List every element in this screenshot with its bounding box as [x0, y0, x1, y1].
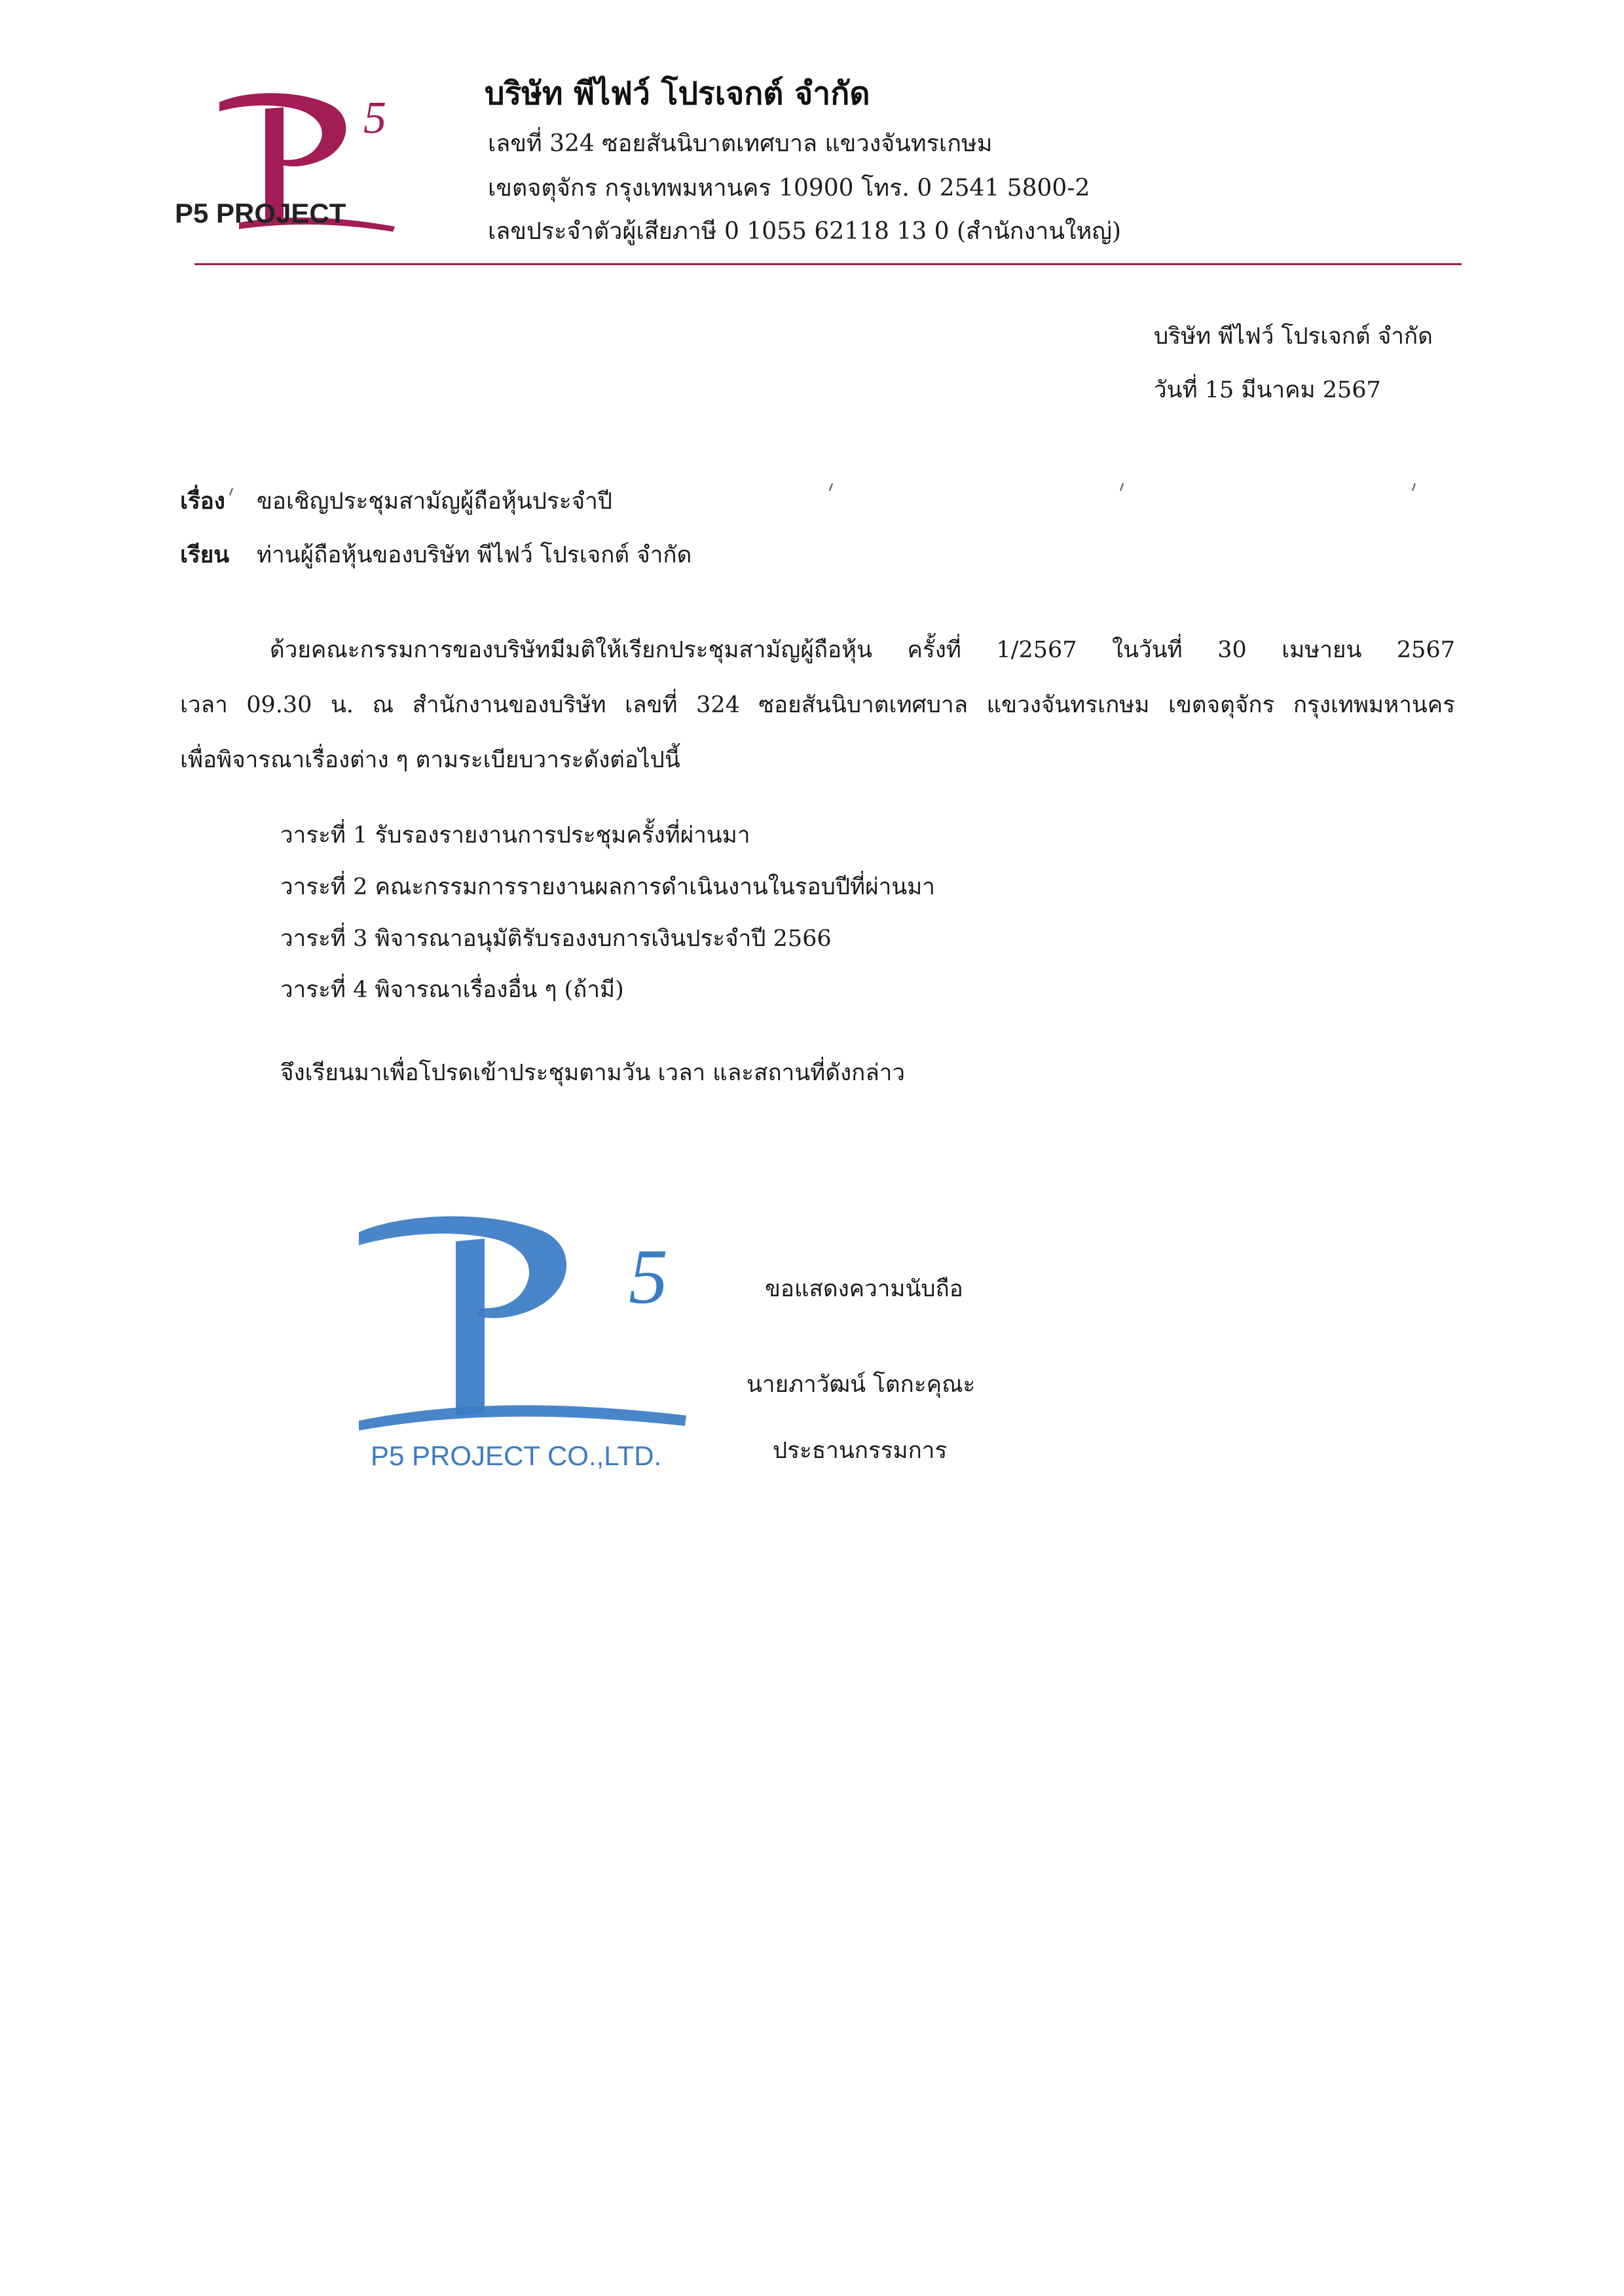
recipient-text: ท่านผู้ถือหุ้นของบริษัท พีไฟว์ โปรเจกต์ จำกัด — [257, 542, 692, 568]
company-logo — [167, 77, 416, 241]
stamp-superscript: 5 — [629, 1233, 668, 1320]
address-line-1: เลขที่ 324 ซอยสันนิบาตเทศบาล แขวงจันทรเกษม — [488, 130, 993, 157]
sign-off: ขอแสดงความนับถือ — [765, 1276, 963, 1302]
sender-company: บริษัท พีไฟว์ โปรเจกต์ จำกัด — [1154, 323, 1433, 350]
agenda-item: วาระที่ 3 พิจารณาอนุมัติรับรองงบการเงินประจำปี 2566 — [280, 926, 832, 952]
company-stamp — [346, 1205, 712, 1480]
signer-title: ประธานกรรมการ — [773, 1438, 948, 1464]
tax-id-line: เลขประจำตัวผู้เสียภาษี 0 1055 62118 13 0 (สำนักงานใหญ่) — [488, 218, 1122, 245]
header-divider — [194, 263, 1462, 265]
signer-name: นายภาวัฒน์ โตกะคุณะ — [747, 1372, 976, 1398]
recipient-label: เรียน — [180, 541, 230, 568]
stamp-base — [359, 1405, 686, 1430]
subject-text: ขอเชิญประชุมสามัญผู้ถือหุ้นประจำปี — [257, 488, 612, 515]
body-line-2: เวลา 09.30 น. ณ สำนักงานของบริษัท เลขที่ 324 ซอยสันนิบาตเทศบาล แขวงจันทรเกษม เขตจตุจักร กรุงเทพมหานคร — [180, 692, 1455, 718]
logo-wordmark: P5 PROJECT — [175, 198, 346, 228]
closing-paragraph: จึงเรียนมาเพื่อโปรดเข้าประชุมตามวัน เวลา และสถานที่ดังกล่าว — [280, 1060, 906, 1086]
scan-mark — [229, 488, 233, 496]
agenda-item: วาระที่ 4 พิจารณาเรื่องอื่น ๆ (ถ้ามี) — [280, 977, 624, 1003]
agenda-item: วาระที่ 2 คณะกรรมการรายงานผลการดำเนินงานในรอบปีที่ผ่านมา — [280, 874, 935, 900]
address-line-2: เขตจตุจักร กรุงเทพมหานคร 10900 โทร. 0 2541 5800-2 — [488, 175, 1090, 202]
stamp-stem — [456, 1239, 485, 1415]
body-line-1: ด้วยคณะกรรมการของบริษัทมีมติให้เรียกประชุมสามัญผู้ถือหุ้น ครั้งที่ 1/2567 ในวันที่ 30 เมษายน 2567 — [270, 637, 1455, 663]
scan-mark — [829, 483, 833, 491]
scan-mark — [1412, 483, 1416, 491]
agenda-item: วาระที่ 1 รับรองรายงานการประชุมครั้งที่ผ่านมา — [280, 822, 750, 848]
stamp-wordmark: P5 PROJECT CO.,LTD. — [371, 1440, 662, 1471]
subject-label: เรื่อง — [180, 488, 225, 515]
scan-mark — [1120, 483, 1124, 491]
body-line-3: เพื่อพิจารณาเรื่องต่าง ๆ ตามระเบียบวาระดังต่อไปนี้ — [180, 747, 680, 773]
logo-superscript: 5 — [363, 93, 386, 143]
company-name: บริษัท พีไฟว์ โปรเจกต์ จำกัด — [485, 75, 870, 112]
letter-date: วันที่ 15 มีนาคม 2567 — [1154, 377, 1381, 403]
